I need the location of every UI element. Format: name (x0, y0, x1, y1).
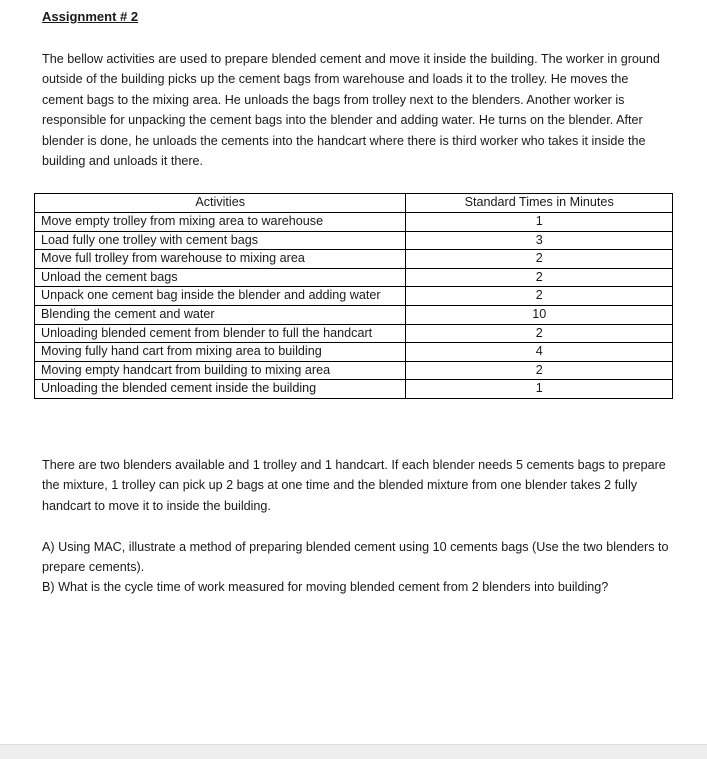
activity-cell: Move empty trolley from mixing area to warehouse (35, 213, 406, 232)
activity-cell: Unpack one cement bag inside the blender and adding water (35, 287, 406, 306)
standard-times-header: Standard Times in Minutes (406, 194, 673, 213)
intro-paragraph: The bellow activities are used to prepare blended cement and move it inside the building. The worker in ground outside of the building picks up the cement bags from warehouse and loads it to the trolley. He moves the cement bags to the mixing area. He unloads the bags from trolley next to the blenders. Another worker is responsible for unpacking the cement bags into the blender and adding water. He turns on the blender. After blender is done, he unloads the cements into the handcart where there is third worker who takes it inside the building and unloads it there. (42, 52, 660, 169)
table-row (35, 287, 673, 306)
table-row (35, 324, 673, 343)
table-row (35, 343, 673, 362)
time-cell: 2 (406, 361, 673, 380)
time-cell: 2 (406, 250, 673, 269)
activities-header: Activities (35, 194, 406, 213)
activity-cell: Unloading blended cement from blender to full the handcart (35, 324, 406, 343)
time-cell: 4 (406, 343, 673, 362)
question-b: B) What is the cycle time of work measured for moving blended cement from 2 blenders into building? (42, 580, 609, 594)
table-row (35, 268, 673, 287)
table-header-row (35, 194, 673, 213)
time-cell: 3 (406, 231, 673, 250)
time-cell: 1 (406, 213, 673, 232)
activity-cell: Blending the cement and water (35, 305, 406, 324)
activities-table (34, 193, 673, 399)
resources-paragraph: There are two blenders available and 1 trolley and 1 handcart. If each blender needs 5 cements bags to prepare the mixture, 1 trolley can pick up 2 bags at one time and the blended mixture from one blender takes 2 fully handcart to move it to inside the building. (42, 458, 666, 513)
time-cell: 2 (406, 324, 673, 343)
activity-cell: Moving fully hand cart from mixing area to building (35, 343, 406, 362)
activity-cell: Moving empty handcart from building to mixing area (35, 361, 406, 380)
table-row (35, 231, 673, 250)
activity-cell: Unloading the blended cement inside the building (35, 380, 406, 399)
activity-cell: Move full trolley from warehouse to mixing area (35, 250, 406, 269)
table-row (35, 305, 673, 324)
time-cell: 2 (406, 287, 673, 306)
time-cell: 1 (406, 380, 673, 399)
table-row (35, 213, 673, 232)
table-row (35, 380, 673, 399)
bottom-scroll-bar[interactable] (0, 744, 707, 759)
assignment-title: Assignment # 2 (42, 9, 139, 24)
time-cell: 10 (406, 305, 673, 324)
table-row (35, 250, 673, 269)
question-a: A) Using MAC, illustrate a method of preparing blended cement using 10 cements bags (Use the two blenders to prepare cements). (42, 540, 669, 575)
activity-cell: Unload the cement bags (35, 268, 406, 287)
time-cell: 2 (406, 268, 673, 287)
table-row (35, 361, 673, 380)
activity-cell: Load fully one trolley with cement bags (35, 231, 406, 250)
